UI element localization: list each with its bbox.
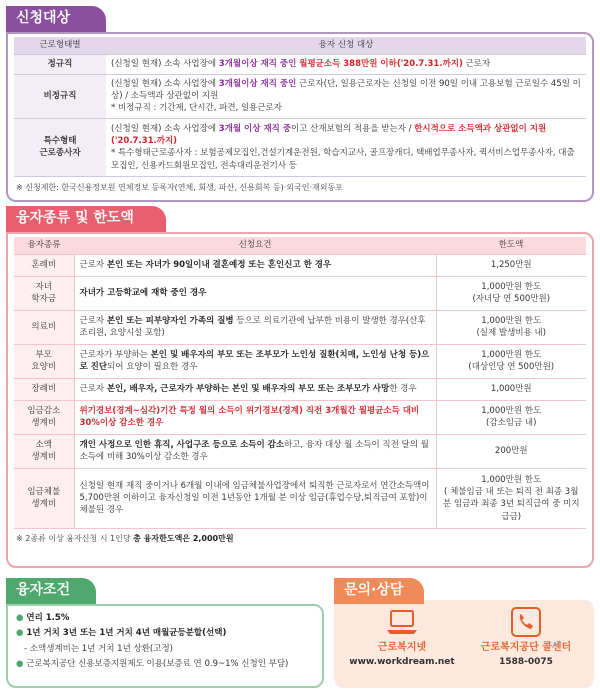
label-line: 생계비 (31, 418, 57, 428)
text: 이고 산재보험의 적용을 받는자 / (291, 123, 415, 134)
row-limit (436, 310, 586, 344)
text: 근로자 (79, 259, 107, 270)
bold-text: 본인, 배우자, 근로자가 부양하는 본인 및 배우자의 부모 또는 조부모가 사망 (106, 383, 390, 394)
phone-icon (509, 606, 543, 638)
contact-box (334, 600, 594, 688)
list-item (16, 612, 314, 624)
table-row (14, 344, 586, 378)
bold-text: 개인 사정으로 인한 휴직, 사업구조 등으로 소득이 감소 (79, 439, 285, 450)
label-line: 생계비 (31, 499, 57, 510)
text: 등으로 의료기관에 납부한 비용이 발생한 경우(산후조리원, 요양시설 포함) (79, 315, 426, 338)
row-requirement (74, 276, 436, 310)
col-header-type: 융자종류 (14, 237, 74, 254)
text: 근로자 (79, 315, 107, 326)
row-label (14, 344, 74, 378)
amount: 1,000만원 한도 (481, 315, 542, 326)
row-content (106, 54, 586, 74)
table-row (14, 74, 586, 118)
label-line: 생계비 (31, 452, 57, 462)
contact-name: 근로복지공단 콜센터 (480, 642, 572, 653)
row-label (14, 468, 74, 528)
loan-types-box (6, 232, 594, 568)
row-limit (436, 468, 586, 528)
text: 신청일 현재 재직 중이거나 6개월 이내에 임금체불사업장에서 퇴직한 근로자로서 연간소득액이 5,700만원 이하이고 융자신청일 이전 1년동안 1개월 분 이상 임금(휴업수당,퇴직금여 포함)이 체불된 경우 (79, 480, 430, 516)
text: 하고, 융자 대상 월 소득이 직전 달의 월소득에 비해 30%이상 감소한 경우 (79, 439, 429, 462)
highlight-text: 3개월이상 재직 중인 (218, 58, 297, 69)
row-content (106, 74, 586, 118)
table-row (14, 400, 586, 434)
highlight-text: 3개월 이상 재직 중 (218, 123, 292, 134)
row-label (14, 276, 74, 310)
item-text: - 소액생계비는 1년 거치 1년 상환(고정) (24, 643, 173, 654)
highlight-text: 월평균소득 388만원 이하('20.7.31.까지) (296, 58, 463, 69)
label-line: 임금감소 (27, 405, 61, 416)
row-limit (436, 378, 586, 400)
label-line: 혼례비 (31, 259, 57, 270)
text: 근로자 (462, 58, 491, 69)
restriction-note: ※ 신청제한: 한국신용정보원 연체정보 등록자(연체, 회생, 파산, 신용회복 등)·외국인·재외동포 (14, 176, 586, 194)
text: 한 경우 (389, 383, 417, 394)
amount-note: (감소임금 내) (486, 418, 537, 428)
amount: 1,000만원 한도 (481, 405, 542, 416)
text: 근로자가 부양하는 (79, 349, 151, 360)
table-row (14, 118, 586, 176)
text: (신청일 현재) 소속 사업장에 (111, 78, 219, 89)
row-requirement (74, 310, 436, 344)
amount: 200만원 (494, 445, 528, 456)
row-limit (436, 434, 586, 468)
table-row (14, 434, 586, 468)
limit-note (14, 528, 586, 545)
row-requirement (74, 434, 436, 468)
item-text: 근로복지공단 신용보증지원제도 이용(보증료 연 0.9~1% 신청인 부담) (26, 658, 289, 669)
label-line: 학자금 (31, 294, 57, 304)
section-title-loan-types: 융자종류 및 한도액 (6, 206, 166, 232)
text: 근로자(단, 일용근로자는 신청일 이전 90일 이내 고용보험 근로일수 45일 이상) / 소득액과 상관없이 지원 (111, 78, 581, 101)
contact-callcenter[interactable] (464, 606, 588, 669)
row-limit (436, 344, 586, 378)
bullet-icon: ● (16, 613, 27, 623)
table-row (14, 276, 586, 310)
row-label (14, 254, 74, 276)
row-content (106, 118, 586, 176)
table-row (14, 310, 586, 344)
eligibility-table (14, 37, 586, 176)
col-header-type: 근로형태별 (14, 37, 106, 54)
highlight-text: 한시적으로 소득액과 상관없이 지원('20.7.31.까지) (111, 123, 547, 146)
bold-text: 총 융자한도액은 2,000만원 (133, 534, 234, 543)
row-limit (436, 276, 586, 310)
table-row (14, 54, 586, 74)
item-text: 1년 거치 3년 또는 1년 거치 4년 매월균등분할(선택) (26, 628, 227, 639)
bold-text: 자녀가 고등학교에 재학 중인 경우 (79, 287, 207, 298)
label-line: 의료비 (31, 321, 57, 332)
text: 근로자 (79, 383, 107, 394)
row-requirement (74, 400, 436, 434)
row-label (14, 310, 74, 344)
amount-note: (자녀당 연 500만원) (472, 294, 551, 304)
list-item (16, 627, 314, 639)
contact-url[interactable]: www.workdream.net (349, 656, 455, 667)
label-line: 요양비 (31, 362, 57, 372)
row-limit (436, 254, 586, 276)
item-text: 연리 1.5% (26, 613, 70, 623)
contact-name: 근로복지넷 (377, 642, 427, 653)
row-label: 정규직 (14, 54, 106, 74)
amount-note: (대상인당 연 500만원) (468, 362, 555, 372)
row-label (14, 434, 74, 468)
contact-web[interactable] (340, 606, 464, 669)
text: (신청일 현재) 소속 사업장에 (111, 123, 219, 134)
label-line: 소액 (35, 439, 52, 450)
bold-text: 본인 또는 자녀가 90일이내 결혼예정 또는 혼인신고 한 경우 (106, 259, 332, 270)
row-requirement (74, 378, 436, 400)
highlight-text: 3개월이상 재직 중인 (218, 78, 297, 89)
text: 되어 요양이 필요한 경우 (107, 362, 198, 372)
section-title-eligibility: 신청대상 (6, 6, 106, 32)
label-line: 장례비 (31, 383, 57, 394)
row-requirement (74, 254, 436, 276)
laptop-icon (385, 606, 419, 638)
text: ※ 2종류 이상 융자신청 시 1인당 (16, 534, 134, 543)
amount: 1,000만원 (490, 383, 532, 394)
amount: 1,000만원 한도 (481, 349, 542, 360)
loan-terms-box (6, 604, 324, 688)
row-label: 비정규직 (14, 74, 106, 118)
label-line: 근로종사자 (39, 148, 81, 159)
bullet-icon: ● (16, 658, 27, 669)
label-line: 자녀 (35, 281, 52, 292)
row-label (14, 118, 106, 176)
amount: 1,250만원 (490, 259, 532, 270)
text: (신청일 현재) 소속 사업장에 (111, 58, 219, 69)
col-header-target: 융자 신청 대상 (106, 37, 586, 54)
note-text: * 비정규직 : 기간제, 단시간, 파견, 일용근로자 (111, 103, 283, 114)
list-item (16, 643, 314, 655)
row-label (14, 378, 74, 400)
section-title-loan-terms: 융자조건 (6, 578, 96, 604)
label-line: 부모 (35, 349, 52, 360)
label-line: 특수형태 (43, 135, 77, 146)
highlight-text: 위기경보(경계~심각)기간 특정 월의 소득이 위기경보(경계) 직전 3개월간 월평균소득 대비 30%이상 감소한 경우 (79, 405, 420, 428)
amount: 1,000만원 한도 (481, 281, 542, 292)
note-text: * 특수형태근로종사자 : 보험공제모집인,건설기계운전원, 학습지교사, 골프장캐디, 택배업무종사자, 퀵서비스업무종사자, 대출모집인, 신용카드회원모집인, 전속대리운전기사 등 (111, 148, 575, 171)
row-requirement (74, 468, 436, 528)
label-line: 임금체불 (27, 486, 61, 497)
row-label (14, 400, 74, 434)
amount-note: (실제 발생비용 내) (476, 328, 546, 338)
section-title-inquiry: 문의·상담 (334, 578, 424, 604)
bold-text: 본인 또는 피부양자인 가족의 질병 (106, 315, 234, 326)
bold-text: 본인 및 배우자의 부모 또는 조부모가 노인성 질환(치매, 노인성 난청 등)으로 진단 (79, 349, 430, 372)
col-header-requirement: 신청요건 (74, 237, 436, 254)
col-header-limit: 한도액 (436, 237, 586, 254)
contact-phone[interactable]: 1588-0075 (499, 656, 553, 667)
table-row (14, 378, 586, 400)
bullet-icon: ● (16, 628, 27, 639)
table-row (14, 254, 586, 276)
row-limit (436, 400, 586, 434)
amount-note: ( 체불임금 내 또는 퇴직 전 최종 3월분 임금과 최종 3년 퇴직급여 중 미지급금) (442, 486, 580, 522)
list-item (16, 658, 314, 670)
table-row (14, 468, 586, 528)
amount: 1,000만원 한도 (481, 474, 542, 485)
loan-types-table (14, 237, 586, 528)
eligibility-box (6, 32, 594, 202)
row-requirement (74, 344, 436, 378)
